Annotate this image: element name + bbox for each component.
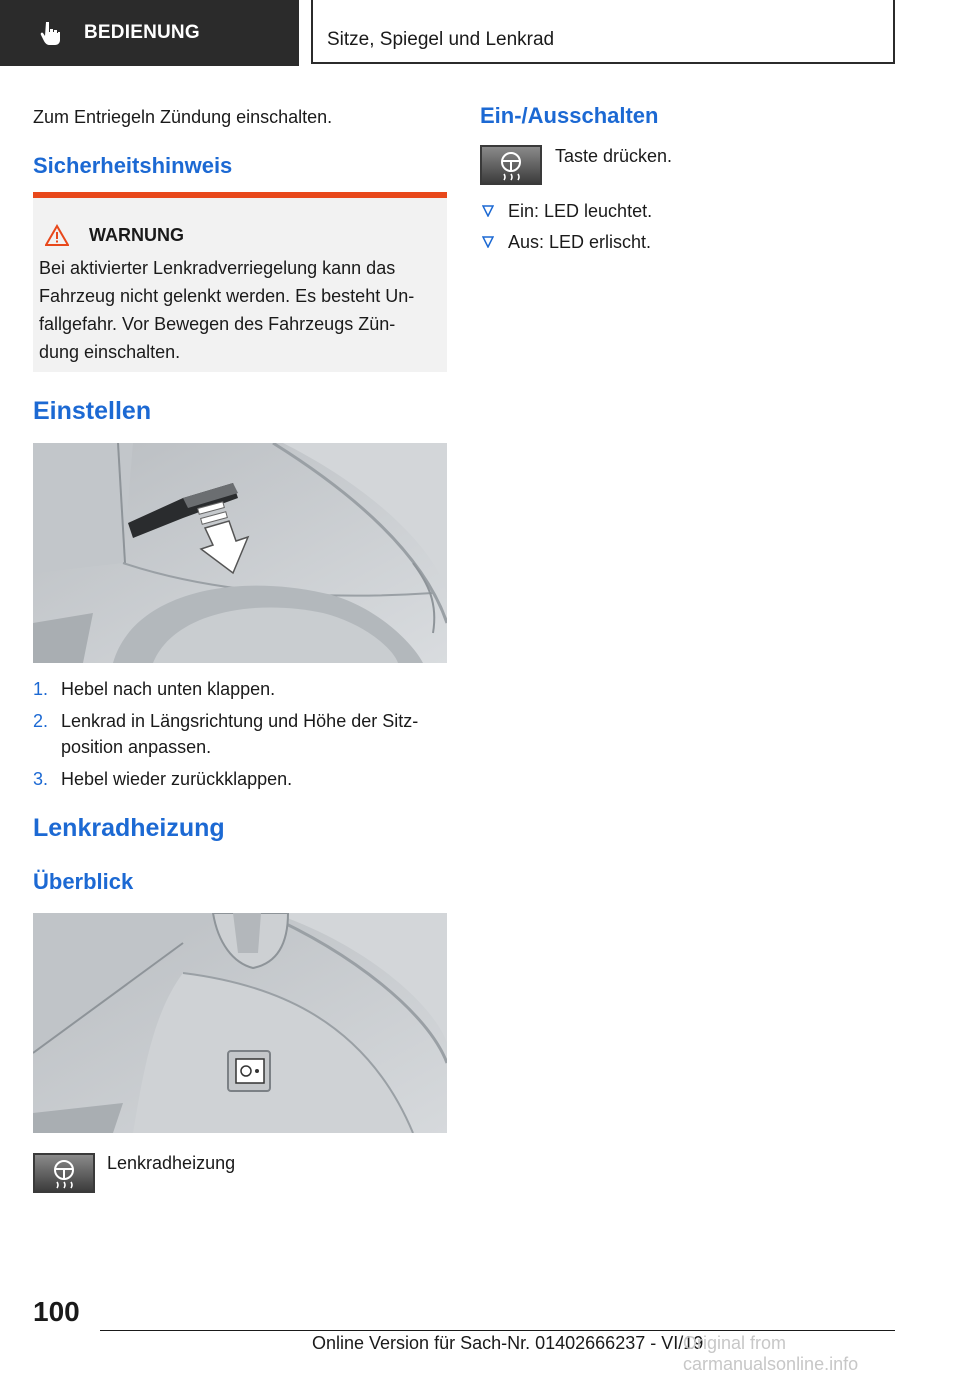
adjust-steps-list: [33, 676, 447, 798]
state-text: Aus: LED erlischt.: [508, 232, 652, 252]
list-item: [33, 766, 447, 792]
steering-heating-button-illustration: [33, 913, 447, 1133]
list-item: [480, 229, 894, 255]
safety-heading: Sicherheitshinweis: [33, 153, 233, 178]
heated-steering-wheel-icon: [482, 147, 540, 183]
warning-text: [39, 254, 439, 366]
footer-divider: [100, 1330, 895, 1331]
chapter-header: [311, 0, 895, 64]
bullet-triangle-icon: [482, 205, 494, 217]
chapter-title: Sitze, Spiegel und Lenkrad: [327, 29, 555, 50]
warning-line: fallgefahr. Vor Bewegen des Fahrzeugs Zün‐: [39, 314, 396, 334]
step-text: position anpassen.: [61, 737, 212, 757]
step-text: Hebel nach unten klappen.: [61, 679, 276, 699]
bullet-triangle-icon: [482, 236, 494, 248]
section-tab: [0, 0, 299, 66]
step-text: Hebel wieder zurückklappen.: [61, 769, 293, 789]
warning-box: [33, 192, 447, 372]
adjust-heading: Einstellen: [33, 397, 152, 425]
step-text: Lenkrad in Längsrichtung und Höhe der Sitz‐: [61, 711, 419, 731]
steering-lever-illustration: [33, 443, 447, 663]
warning-line: Bei aktivierter Lenkradverriegelung kann das: [39, 258, 396, 278]
steering-heating-button-right: [480, 145, 542, 185]
list-item: [33, 708, 447, 760]
heating-heading: Lenkradheizung: [33, 814, 225, 842]
section-label: BEDIENUNG: [84, 22, 200, 43]
list-item: [480, 198, 894, 224]
press-text: Taste drücken.: [555, 146, 673, 166]
button-caption: Lenkradheizung: [107, 1153, 236, 1173]
list-item: [33, 676, 447, 702]
led-states-list: [480, 198, 894, 260]
onoff-heading: Ein-/Ausschalten: [480, 103, 659, 128]
warning-triangle-icon: [45, 224, 69, 246]
step-number: 1.: [33, 679, 49, 699]
online-version-text: Online Version für Sach-Nr. 01402666237 - VI/19: [312, 1333, 704, 1353]
page-number: 100: [33, 1296, 80, 1327]
overview-heading: Überblick: [33, 869, 134, 894]
intro-text: Zum Entriegeln Zündung einschalten.: [33, 107, 333, 127]
steering-heating-button: [33, 1153, 95, 1193]
step-number: 3.: [33, 769, 49, 789]
state-text: Ein: LED leuchtet.: [508, 201, 653, 221]
warning-label: WARNUNG: [89, 224, 184, 245]
hand-pointer-icon: [38, 20, 64, 46]
warning-line: dung einschalten.: [39, 342, 181, 362]
watermark: Original from carmanualsonline.info: [683, 1333, 859, 1374]
step-number: 2.: [33, 711, 49, 731]
warning-line: Fahrzeug nicht gelenkt werden. Es besteht Un‐: [39, 286, 415, 306]
heated-steering-wheel-icon: [35, 1155, 93, 1191]
